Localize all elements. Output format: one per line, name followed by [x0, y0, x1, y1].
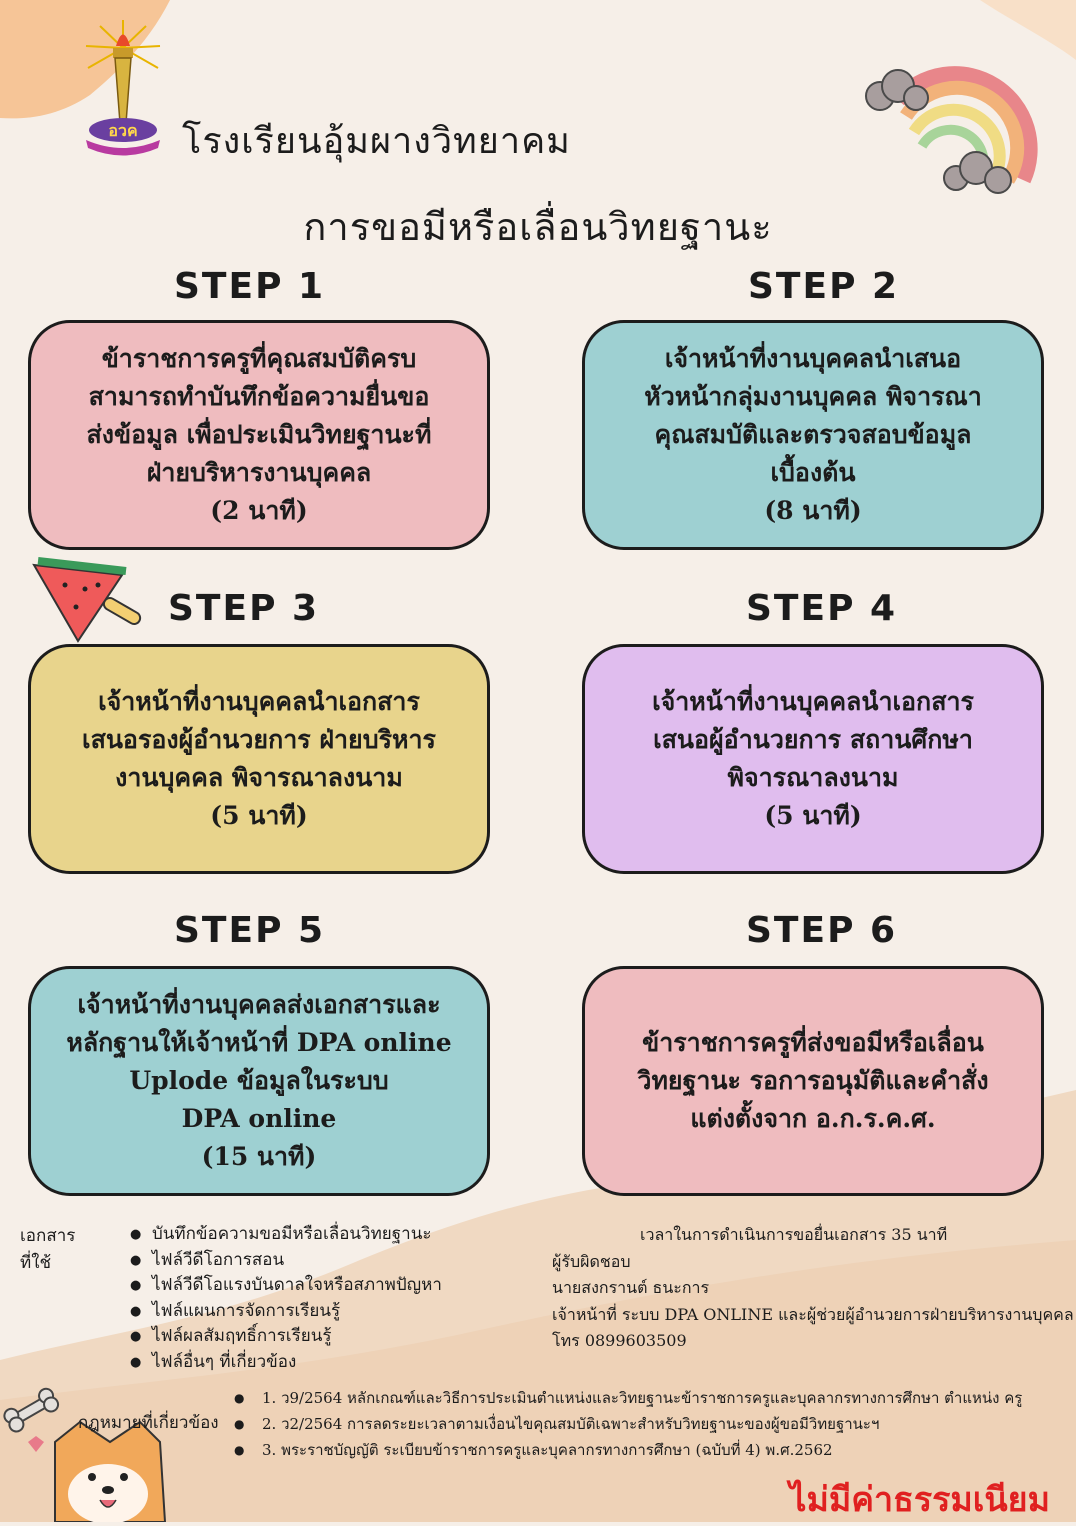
school-name: โรงเรียนอุ้มผางวิทยาคม [182, 121, 571, 162]
page-title: การขอมีหรือเลื่อนวิทยฐานะ [303, 205, 773, 249]
document-item: ● บันทึกข้อความขอมีหรือเลื่อนวิทยฐานะ [130, 1222, 460, 1248]
processing-time-note: เวลาในการดำเนินการขอยื่นเอกสาร 35 นาที [640, 1225, 948, 1244]
step-5-label: STEP 5 [174, 910, 326, 951]
step-5-card [28, 966, 490, 1196]
rainbow-illustration [858, 40, 1038, 205]
document-item: ● ไฟล์แผนการจัดการเรียนรู้ [130, 1299, 460, 1325]
watermelon-popsicle-icon [30, 555, 150, 650]
step-4-card [582, 644, 1044, 874]
contact-info [552, 1222, 1074, 1355]
documents-label: เอกสารที่ใช้ [20, 1226, 76, 1273]
laws-list [234, 1385, 1022, 1463]
law-item: ● 2. ว2/2564 การลดระยะเวลาตามเงื่อนไขคุณสมบัติเฉพาะสำหรับวิทยฐานะของผู้ขอมีวิทยฐานะฯ [234, 1411, 1022, 1437]
document-item: ● ไฟล์วีดีโอการสอน [130, 1248, 460, 1274]
documents-list [130, 1222, 460, 1375]
step-1-text: ข้าราชการครูที่คุณสมบัติครบ สามารถทำบันทึกข้อความยื่นขอ ส่งข้อมูล เพื่อประเมินวิทยฐานะที่ ฝ่ายบริหารงานบุคคล (2 นาที) [86, 344, 432, 525]
laws-label: กฎหมายที่เกี่ยวข้อง [78, 1413, 219, 1433]
step-3-label: STEP 3 [168, 588, 320, 629]
step-3-card [28, 644, 490, 874]
phone-number: โทร 0899603509 [552, 1331, 687, 1350]
document-item: ● ไฟล์ผลสัมฤทธิ์การเรียนรู้ [130, 1324, 460, 1350]
laws-section [0, 1385, 1076, 1465]
step-4-label: STEP 4 [746, 588, 898, 629]
law-item: ● 3. พระราชบัญญัติ ระเบียบข้าราชการครูและบุคลากรทางการศึกษา (ฉบับที่ 4) พ.ศ.2562 [234, 1437, 1022, 1463]
step-1-label: STEP 1 [174, 266, 326, 307]
step-4-text: เจ้าหน้าที่งานบุคคลนำเอกสาร เสนอผู้อำนวยการ สถานศึกษา พิจารณาลงนาม (5 นาที) [652, 687, 974, 830]
document-item: ● ไฟล์วีดีโอแรงบันดาลใจหรือสภาพปัญหา [130, 1273, 460, 1299]
responsible-role: เจ้าหน้าที่ ระบบ DPA ONLINE และผู้ช่วยผู้อำนวยการฝ่ายบริหารงานบุคคล [552, 1304, 1074, 1324]
step-6-text: ข้าราชการครูที่ส่งขอมีหรือเลื่อน วิทยฐานะ รอการอนุมัติและคำสั่ง แต่งตั้งจาก อ.ก.ร.ค.ศ. [637, 1028, 989, 1133]
document-item: ● ไฟล์อื่นๆ ที่เกี่ยวข้อง [130, 1350, 460, 1376]
svg-text:อวค: อวค [108, 121, 138, 140]
step-3-text: เจ้าหน้าที่งานบุคคลนำเอกสาร เสนอรองผู้อำนวยการ ฝ่ายบริหาร งานบุคคล พิจารณาลงนาม (5 นาที) [82, 687, 436, 830]
no-fee-note: ไม่มีค่าธรรมเนียม [789, 1480, 1050, 1520]
step-2-card [582, 320, 1044, 550]
school-logo [78, 18, 168, 158]
law-item: ● 1. ว9/2564 หลักเกณฑ์และวิธีการประเมินตำแหน่งและวิทยฐานะข้าราชการครูและบุคลากรทางการศึกษา ตำแหน่ง ครู [234, 1385, 1022, 1411]
step-6-card [582, 966, 1044, 1196]
step-2-text: เจ้าหน้าที่งานบุคคลนำเสนอ หัวหน้ากลุ่มงานบุคคล พิจารณา คุณสมบัติและตรวจสอบข้อมูล เบื้องต้น (8 นาที) [644, 344, 982, 525]
step-6-label: STEP 6 [746, 910, 898, 951]
step-2-label: STEP 2 [748, 266, 900, 307]
step-1-card [28, 320, 490, 550]
responsible-name: นายสงกรานต์ ธนะการ [552, 1278, 710, 1297]
step-5-text: เจ้าหน้าที่งานบุคคลส่งเอกสารและ หลักฐานให้เจ้าหน้าที่ DPA online Uplode ข้อมูลในระบบ DPA online (15 นาที) [66, 990, 452, 1171]
responsible-label: ผู้รับผิดชอบ [552, 1251, 631, 1271]
